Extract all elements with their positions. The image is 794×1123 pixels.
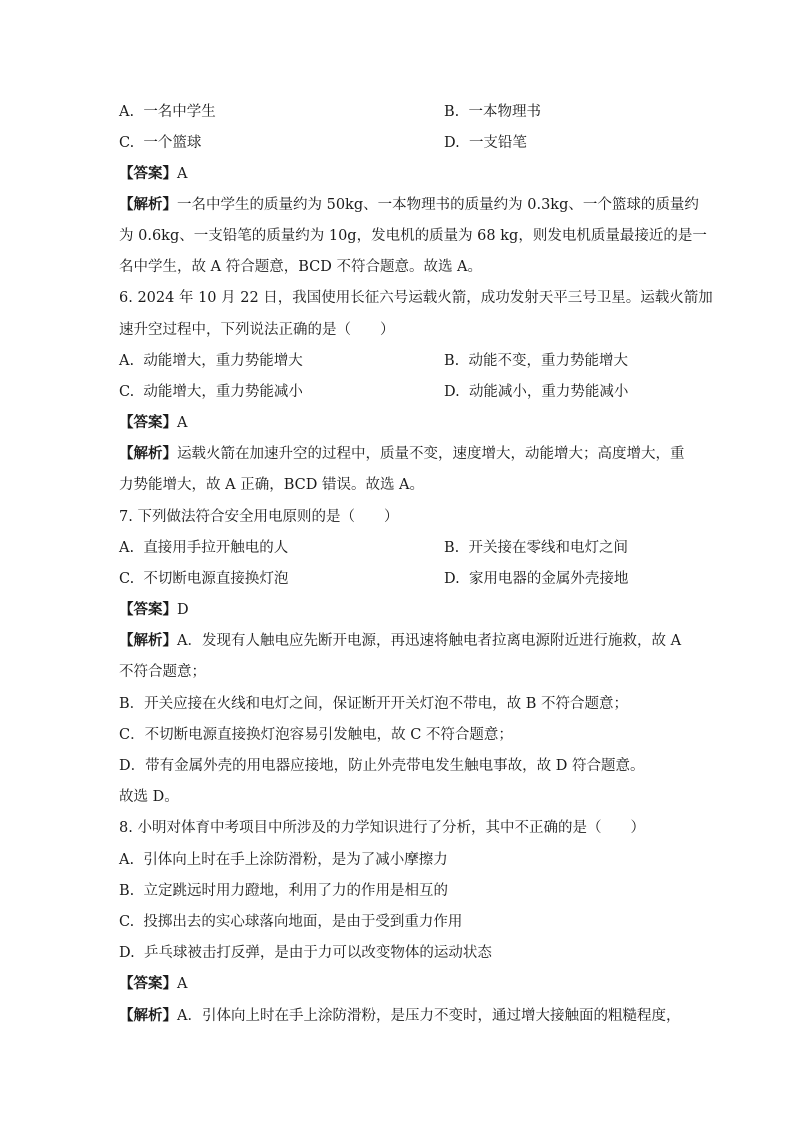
- q6-answer: 【答案】A: [119, 414, 188, 431]
- q7-stem: 7. 下列做法符合安全用电原则的是（ ）: [119, 509, 399, 525]
- q5-answer: 【答案】A: [119, 165, 188, 182]
- q7-option-a: A. 直接用手拉开触电的人: [119, 540, 289, 556]
- q7-analysis-line-3: B．开关应接在火线和电灯之间，保证断开开关灯泡不带电，故 B 不符合题意；: [119, 696, 629, 712]
- q5-option-c: C. 一个篮球: [119, 135, 202, 151]
- q8-answer: 【答案】A: [119, 975, 188, 992]
- q6-option-b: B. 动能不变，重力势能增大: [444, 353, 628, 369]
- q6-option-c: C. 动能增大，重力势能减小: [119, 384, 303, 400]
- q5-analysis-line-3: 名中学生，故 A 符合题意，BCD 不符合题意。故选 A。: [119, 259, 483, 275]
- q5-analysis-line-1: 【解析】一名中学生的质量约为 50kg、一本物理书的质量约为 0.3kg、一个篮球的质量约: [119, 196, 699, 213]
- q6-option-d: D. 动能减小，重力势能减小: [444, 384, 629, 400]
- q7-answer: 【答案】D: [119, 601, 189, 618]
- q5-analysis-line-2: 为 0.6kg、一支铅笔的质量约为 10g，发电机的质量为 68 kg，则发电机质量最接近的是一: [119, 228, 707, 244]
- q8-analysis-line-1: 【解析】A．引体向上时在手上涂防滑粉，是压力不变时，通过增大接触面的粗糙程度，: [119, 1007, 681, 1024]
- q8-option-b: B. 立定跳远时用力蹬地，利用了力的作用是相互的: [119, 883, 448, 899]
- q8-option-d: D. 乒乓球被击打反弹，是由于力可以改变物体的运动状态: [119, 945, 492, 961]
- q6-analysis-line-1: 【解析】运载火箭在加速升空的过程中，质量不变，速度增大，动能增大；高度增大，重: [119, 445, 685, 462]
- q7-analysis-line-6: 故选 D。: [119, 789, 179, 805]
- q8-option-c: C. 投掷出去的实心球落向地面，是由于受到重力作用: [119, 914, 463, 930]
- q7-analysis-line-1: 【解析】A．发现有人触电应先断开电源，再迅速将触电者拉离电源附近进行施救，故 A: [119, 632, 682, 649]
- q7-option-c: C. 不切断电源直接换灯泡: [119, 571, 289, 587]
- q8-option-a: A. 引体向上时在手上涂防滑粉，是为了减小摩擦力: [119, 852, 448, 868]
- q5-option-d: D. 一支铅笔: [444, 135, 527, 151]
- q7-analysis-line-5: D．带有金属外壳的用电器应接地，防止外壳带电发生触电事故，故 D 符合题意。: [119, 758, 645, 774]
- q5-option-b: B. 一本物理书: [444, 104, 541, 120]
- q7-analysis-line-4: C．不切断电源直接换灯泡容易引发触电，故 C 不符合题意；: [119, 727, 513, 743]
- q6-stem-line-2: 速升空过程中，下列说法正确的是（ ）: [119, 322, 395, 338]
- q6-analysis-line-2: 力势能增大，故 A 正确，BCD 错误。故选 A。: [119, 477, 425, 493]
- q8-stem: 8. 小明对体育中考项目中所涉及的力学知识进行了分析，其中不正确的是（ ）: [119, 820, 645, 836]
- q7-option-d: D. 家用电器的金属外壳接地: [444, 571, 629, 587]
- q6-option-a: A. 动能增大，重力势能增大: [119, 353, 303, 369]
- q7-option-b: B. 开关接在零线和电灯之间: [444, 540, 628, 556]
- q6-stem-line-1: 6. 2024 年 10 月 22 日，我国使用长征六号运载火箭，成功发射天平三号卫星。运载火箭加: [119, 290, 713, 306]
- q7-analysis-line-2: 不符合题意；: [119, 664, 206, 680]
- q5-option-a: A. 一名中学生: [119, 104, 216, 120]
